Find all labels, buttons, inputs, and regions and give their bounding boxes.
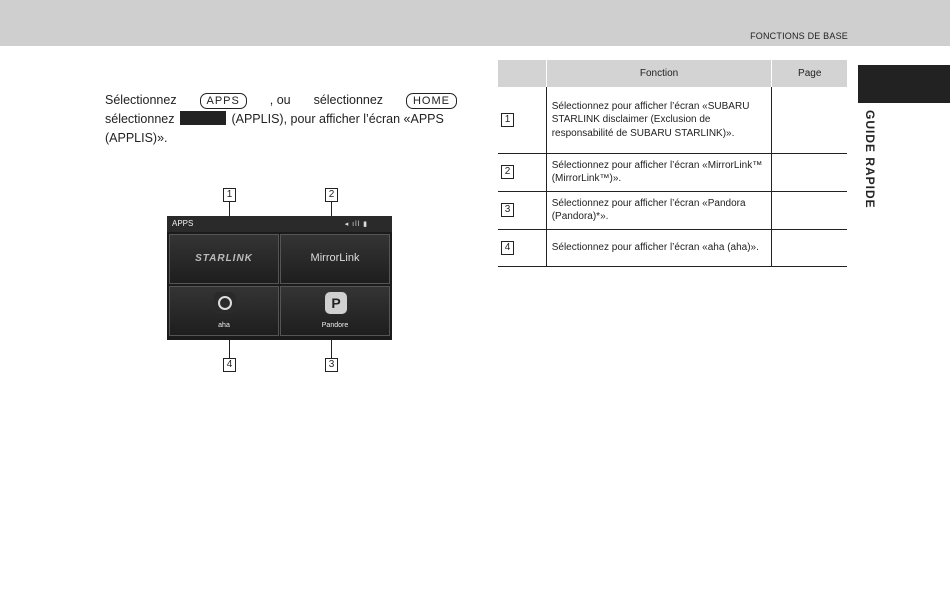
table-row <box>498 87 847 153</box>
table-row <box>498 191 847 229</box>
row-number: 1 <box>501 113 514 127</box>
column-header-fonction: Fonction <box>546 60 772 87</box>
table-row <box>498 229 847 266</box>
row-page <box>772 153 847 191</box>
status-icons: ◂ ıll ▮ <box>344 221 368 228</box>
instruction-word: , ou <box>269 93 291 107</box>
row-number-cell <box>498 191 546 229</box>
row-number-cell <box>498 229 546 266</box>
table-row <box>498 153 847 191</box>
row-page <box>772 229 847 266</box>
pandora-tile[interactable] <box>280 286 390 336</box>
row-description: Sélectionnez pour afficher l’écran «aha (aha)». <box>546 229 772 266</box>
aha-icon <box>214 292 236 314</box>
side-tab-marker <box>858 65 950 103</box>
applis-button-graphic <box>180 111 226 125</box>
row-number: 4 <box>501 241 514 255</box>
instruction-word: sélectionnez <box>105 112 175 126</box>
instruction-line-2 <box>105 110 457 129</box>
callout-2: 2 <box>325 188 338 202</box>
row-description: Sélectionnez pour afficher l’écran «Pandora (Pandora)*». <box>546 191 772 229</box>
row-description: Sélectionnez pour afficher l’écran «SUBARU STARLINK disclaimer (Exclusion de responsabilité de SUBARU STARLINK)». <box>546 87 772 153</box>
row-page <box>772 87 847 153</box>
aha-tile[interactable] <box>169 286 279 336</box>
mirrorlink-logo: MirrorLink <box>310 252 360 264</box>
starlink-logo: STARLINK <box>195 253 253 264</box>
row-number: 2 <box>501 165 514 179</box>
row-description: Sélectionnez pour afficher l’écran «MirrorLink™ (MirrorLink™)». <box>546 153 772 191</box>
screen-title-bar <box>167 216 392 232</box>
row-number-cell <box>498 87 546 153</box>
instruction-word: Sélectionnez <box>105 93 177 107</box>
starlink-tile[interactable] <box>169 234 279 284</box>
callout-3: 3 <box>325 358 338 372</box>
table-header-row <box>498 60 847 87</box>
instruction-text: (APPLIS), pour afficher l’écran «APPS <box>231 112 444 126</box>
callout-4: 4 <box>223 358 236 372</box>
column-header <box>498 60 546 87</box>
callout-1: 1 <box>223 188 236 202</box>
row-number-cell <box>498 153 546 191</box>
section-title: FONCTIONS DE BASE <box>750 31 848 41</box>
column-header-page: Page <box>772 60 847 87</box>
instruction-line-1 <box>105 91 457 110</box>
screen-title: APPS <box>172 219 194 228</box>
pandora-icon: P <box>325 292 347 314</box>
function-table <box>498 60 847 267</box>
instruction-line-3: (APPLIS)». <box>105 131 168 145</box>
home-key: HOME <box>406 93 457 109</box>
row-page <box>772 191 847 229</box>
apps-key: APPS <box>200 93 247 109</box>
side-tab-label: GUIDE RAPIDE <box>863 110 877 209</box>
aha-label: aha <box>218 322 230 329</box>
instruction-word: sélectionnez <box>313 93 384 107</box>
mirrorlink-tile[interactable] <box>280 234 390 284</box>
row-number: 3 <box>501 203 514 217</box>
pandora-label: Pandore <box>321 322 349 329</box>
apps-screen-illustration <box>167 216 392 340</box>
